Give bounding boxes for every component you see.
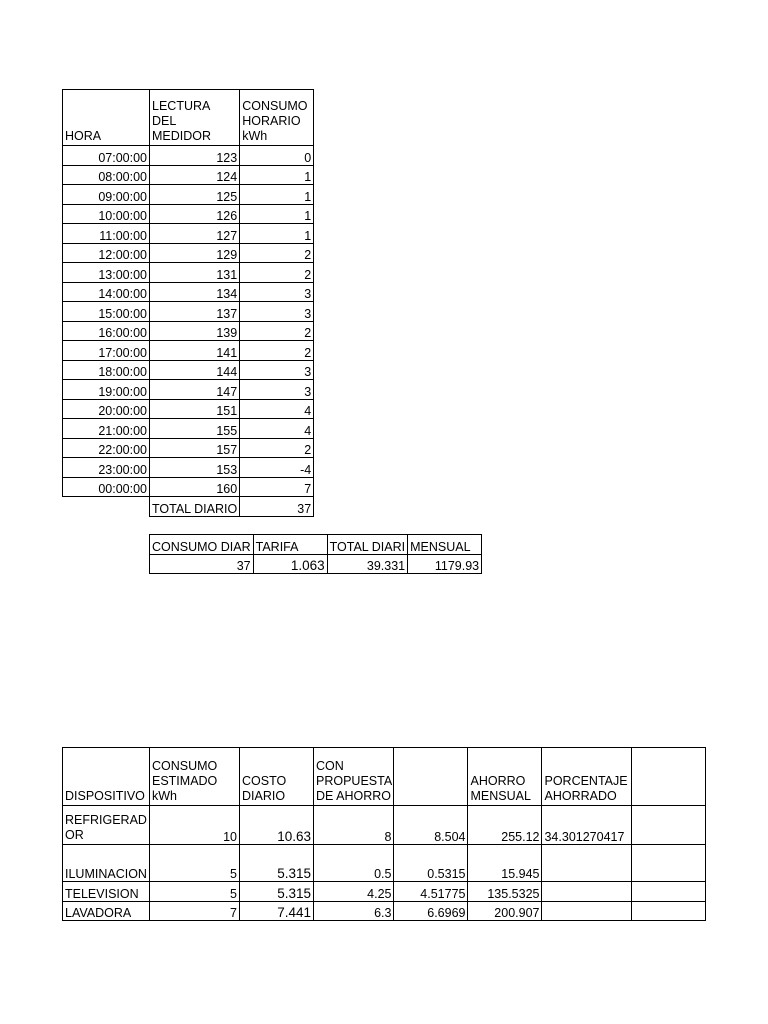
table-row bbox=[63, 477, 314, 497]
consumo-cell: 0 bbox=[240, 146, 314, 166]
value-cell-tarifa: 1.063 bbox=[253, 554, 327, 574]
table-row bbox=[63, 419, 314, 439]
consumo-cell: 5 bbox=[150, 882, 240, 902]
lectura-cell: 131 bbox=[150, 263, 240, 283]
hora-cell: 18:00:00 bbox=[63, 360, 150, 380]
ahorro-cell: 15.945 bbox=[468, 845, 542, 882]
hora-cell: 20:00:00 bbox=[63, 399, 150, 419]
tariff-summary-table bbox=[149, 534, 482, 574]
dispositivo-cell: LAVADORA bbox=[63, 901, 150, 921]
consumo-cell: 7 bbox=[150, 901, 240, 921]
lectura-cell: 153 bbox=[150, 458, 240, 478]
table-row bbox=[63, 224, 314, 244]
value-cell-consumo-diario: 37 bbox=[150, 554, 254, 574]
costo-cell: 10.63 bbox=[240, 806, 314, 845]
total-value: 37 bbox=[240, 497, 314, 517]
lectura-cell: 124 bbox=[150, 165, 240, 185]
table-row bbox=[63, 882, 706, 902]
header-cell-empty bbox=[394, 748, 468, 806]
header-cell-consumo-diario: CONSUMO DIAR bbox=[150, 535, 254, 555]
consumo-cell: 2 bbox=[240, 321, 314, 341]
lectura-cell: 123 bbox=[150, 146, 240, 166]
hora-cell: 19:00:00 bbox=[63, 380, 150, 400]
dispositivo-cell: TELEVISION bbox=[63, 882, 150, 902]
lectura-cell: 139 bbox=[150, 321, 240, 341]
table-row bbox=[63, 263, 314, 283]
costo-propuesta-cell: 6.6969 bbox=[394, 901, 468, 921]
costo-propuesta-cell: 4.51775 bbox=[394, 882, 468, 902]
consumo-cell: -4 bbox=[240, 458, 314, 478]
total-label: TOTAL DIARIO bbox=[150, 497, 240, 517]
lectura-cell: 126 bbox=[150, 204, 240, 224]
consumo-cell: 1 bbox=[240, 165, 314, 185]
header-row bbox=[150, 535, 482, 555]
table-row bbox=[63, 302, 314, 322]
consumo-cell: 4 bbox=[240, 419, 314, 439]
costo-propuesta-cell: 0.5315 bbox=[394, 845, 468, 882]
lectura-cell: 160 bbox=[150, 477, 240, 497]
empty-cell bbox=[632, 806, 706, 845]
consumo-cell: 1 bbox=[240, 204, 314, 224]
hora-cell: 00:00:00 bbox=[63, 477, 150, 497]
consumo-cell: 5 bbox=[150, 845, 240, 882]
dispositivo-cell: ILUMINACION bbox=[63, 845, 150, 882]
lectura-cell: 125 bbox=[150, 185, 240, 205]
hora-cell: 08:00:00 bbox=[63, 165, 150, 185]
header-row bbox=[63, 748, 706, 806]
ahorro-cell: 200.907 bbox=[468, 901, 542, 921]
table-row bbox=[63, 282, 314, 302]
lectura-cell: 127 bbox=[150, 224, 240, 244]
hora-cell: 22:00:00 bbox=[63, 438, 150, 458]
hourly-consumption-table bbox=[62, 89, 314, 517]
porcentaje-cell bbox=[542, 901, 632, 921]
porcentaje-cell bbox=[542, 882, 632, 902]
table-row bbox=[63, 243, 314, 263]
costo-cell: 5.315 bbox=[240, 845, 314, 882]
table-row bbox=[63, 185, 314, 205]
header-cell-consumo: CONSUMO HORARIO kWh bbox=[240, 90, 314, 146]
table-row bbox=[63, 360, 314, 380]
table-row bbox=[63, 204, 314, 224]
consumo-cell: 10 bbox=[150, 806, 240, 845]
hourly-table-body bbox=[63, 90, 314, 517]
header-cell-costo-diario: COSTO DIARIO bbox=[240, 748, 314, 806]
lectura-cell: 157 bbox=[150, 438, 240, 458]
table-row bbox=[63, 399, 314, 419]
ahorro-cell: 135.5325 bbox=[468, 882, 542, 902]
lectura-cell: 144 bbox=[150, 360, 240, 380]
propuesta-cell: 8 bbox=[314, 806, 394, 845]
propuesta-cell: 0.5 bbox=[314, 845, 394, 882]
consumo-cell: 3 bbox=[240, 360, 314, 380]
hora-cell: 11:00:00 bbox=[63, 224, 150, 244]
consumo-cell: 7 bbox=[240, 477, 314, 497]
device-table-body bbox=[63, 748, 706, 921]
table-row bbox=[63, 901, 706, 921]
porcentaje-cell bbox=[542, 845, 632, 882]
value-cell-total-diario: 39.331 bbox=[327, 554, 407, 574]
header-cell-dispositivo: DISPOSITIVO bbox=[63, 748, 150, 806]
device-savings-table bbox=[62, 747, 706, 921]
consumo-cell: 2 bbox=[240, 243, 314, 263]
table-row bbox=[63, 845, 706, 882]
hora-cell: 10:00:00 bbox=[63, 204, 150, 224]
consumo-cell: 2 bbox=[240, 263, 314, 283]
table-row bbox=[63, 321, 314, 341]
consumo-cell: 3 bbox=[240, 282, 314, 302]
consumo-cell: 1 bbox=[240, 224, 314, 244]
value-cell-mensual: 1179.93 bbox=[408, 554, 482, 574]
table-row bbox=[63, 380, 314, 400]
table-row bbox=[63, 146, 314, 166]
consumo-cell: 1 bbox=[240, 185, 314, 205]
hora-cell: 09:00:00 bbox=[63, 185, 150, 205]
consumo-cell: 3 bbox=[240, 380, 314, 400]
consumo-cell: 2 bbox=[240, 341, 314, 361]
hora-cell: 15:00:00 bbox=[63, 302, 150, 322]
lectura-cell: 129 bbox=[150, 243, 240, 263]
costo-cell: 7.441 bbox=[240, 901, 314, 921]
header-cell-propuesta: CON PROPUESTA DE AHORRO bbox=[314, 748, 394, 806]
header-cell-hora: HORA bbox=[63, 90, 150, 146]
total-row bbox=[63, 497, 314, 517]
hora-cell: 23:00:00 bbox=[63, 458, 150, 478]
header-cell-empty bbox=[632, 748, 706, 806]
empty-cell bbox=[632, 845, 706, 882]
lectura-cell: 151 bbox=[150, 399, 240, 419]
header-cell-lectura: LECTURA DEL MEDIDOR bbox=[150, 90, 240, 146]
costo-propuesta-cell: 8.504 bbox=[394, 806, 468, 845]
table-row bbox=[63, 458, 314, 478]
hora-cell: 13:00:00 bbox=[63, 263, 150, 283]
empty-cell bbox=[632, 901, 706, 921]
header-row bbox=[63, 90, 314, 146]
costo-cell: 5.315 bbox=[240, 882, 314, 902]
hora-cell: 17:00:00 bbox=[63, 341, 150, 361]
propuesta-cell: 6.3 bbox=[314, 901, 394, 921]
lectura-cell: 141 bbox=[150, 341, 240, 361]
header-cell-total-diario: TOTAL DIARI bbox=[327, 535, 407, 555]
table-row bbox=[63, 165, 314, 185]
dispositivo-cell: REFRIGERADOR bbox=[63, 806, 150, 845]
porcentaje-cell: 34.301270417 bbox=[542, 806, 632, 845]
consumo-cell: 3 bbox=[240, 302, 314, 322]
consumo-cell: 2 bbox=[240, 438, 314, 458]
lectura-cell: 137 bbox=[150, 302, 240, 322]
lectura-cell: 147 bbox=[150, 380, 240, 400]
lectura-cell: 155 bbox=[150, 419, 240, 439]
empty-cell bbox=[63, 497, 150, 517]
hora-cell: 12:00:00 bbox=[63, 243, 150, 263]
hora-cell: 16:00:00 bbox=[63, 321, 150, 341]
ahorro-cell: 255.12 bbox=[468, 806, 542, 845]
empty-cell bbox=[632, 882, 706, 902]
header-cell-porcentaje: PORCENTAJE AHORRADO bbox=[542, 748, 632, 806]
table-row bbox=[63, 806, 706, 845]
propuesta-cell: 4.25 bbox=[314, 882, 394, 902]
hora-cell: 07:00:00 bbox=[63, 146, 150, 166]
value-row bbox=[150, 554, 482, 574]
hora-cell: 14:00:00 bbox=[63, 282, 150, 302]
header-cell-mensual: MENSUAL bbox=[408, 535, 482, 555]
table-row bbox=[63, 438, 314, 458]
lectura-cell: 134 bbox=[150, 282, 240, 302]
header-cell-tarifa: TARIFA bbox=[253, 535, 327, 555]
consumo-cell: 4 bbox=[240, 399, 314, 419]
header-cell-consumo-estimado: CONSUMO ESTIMADO kWh bbox=[150, 748, 240, 806]
header-cell-ahorro-mensual: AHORRO MENSUAL bbox=[468, 748, 542, 806]
hora-cell: 21:00:00 bbox=[63, 419, 150, 439]
table-row bbox=[63, 341, 314, 361]
